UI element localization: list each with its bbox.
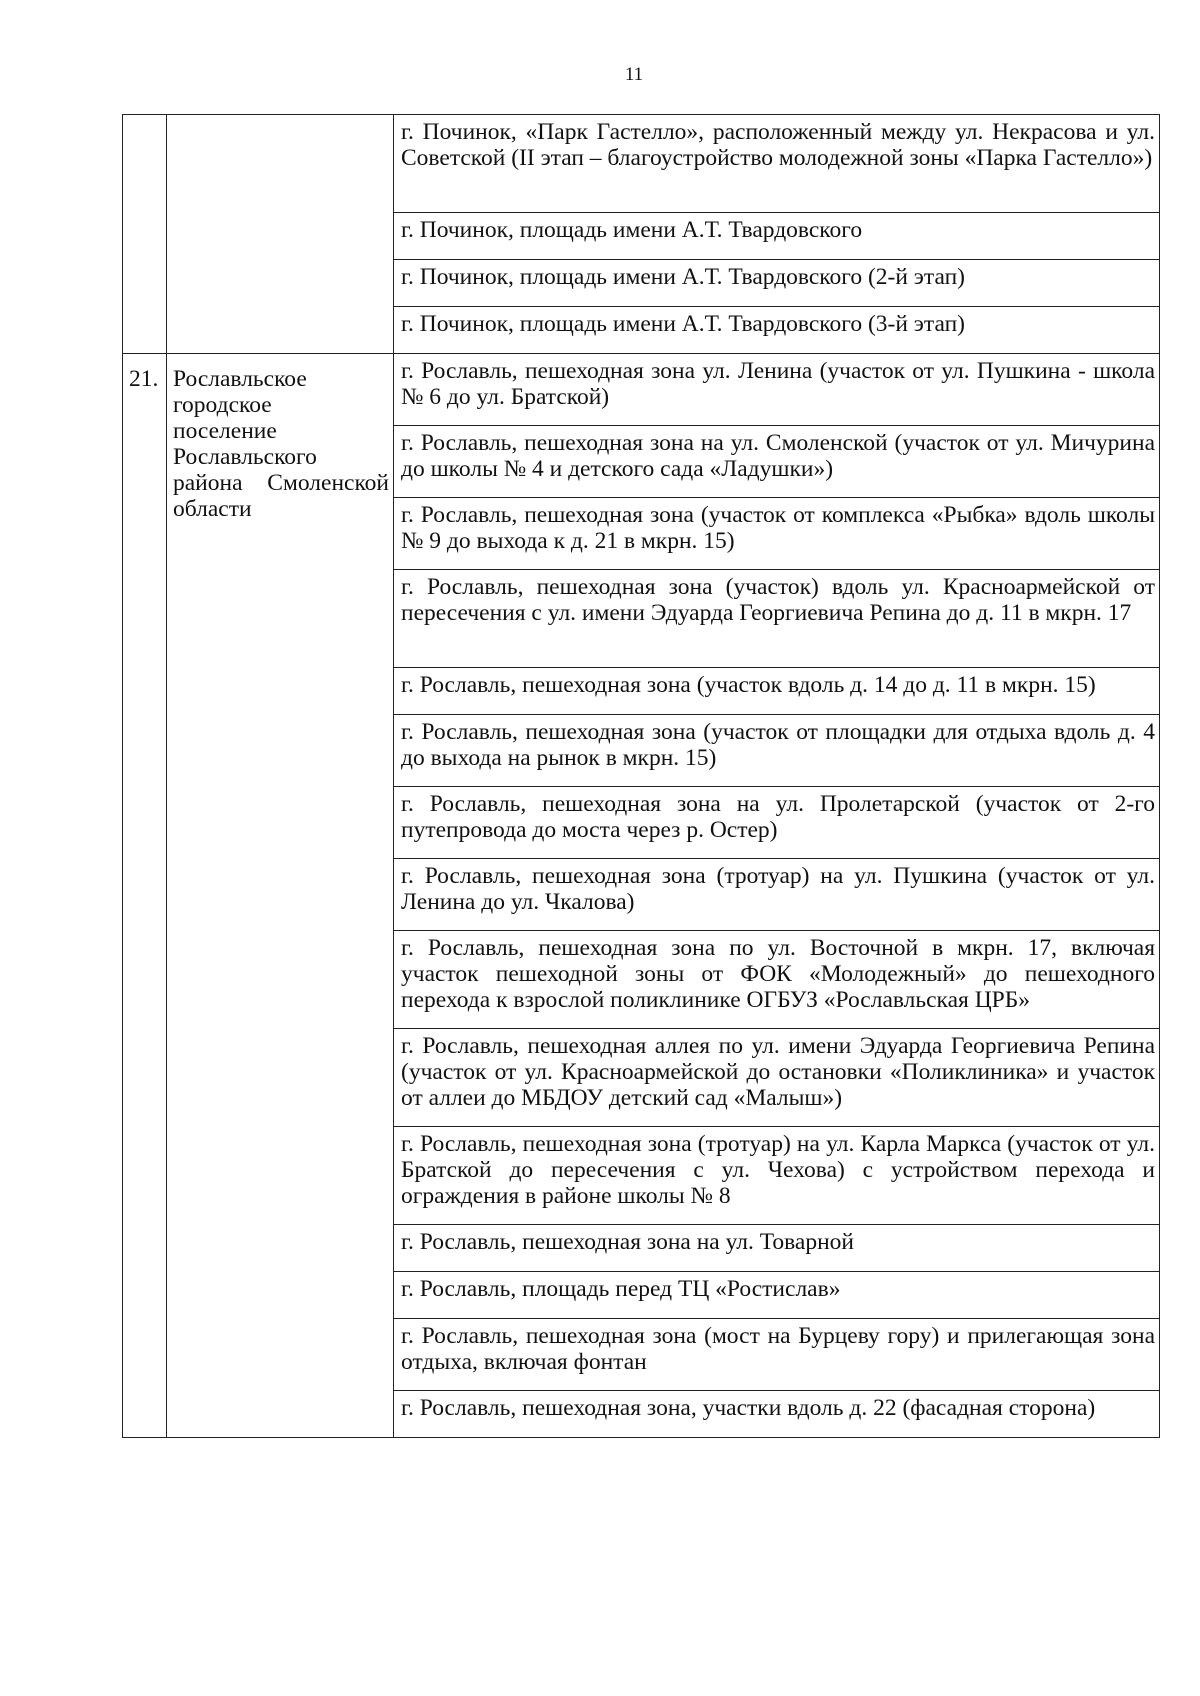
object-cell: г. Рославль, пешеходная зона (участок от комплекса «Рыбка» вдоль школы № 9 до выхода к д. 21 в мкрн. 15) bbox=[394, 498, 1160, 570]
objects-table bbox=[122, 114, 1160, 1438]
object-cell: г. Рославль, пешеходная зона на ул. Пролетарской (участок от 2-го путепровода до моста через р. Остер) bbox=[394, 787, 1160, 859]
object-cell: г. Рославль, пешеходная зона (участок вдоль д. 14 до д. 11 в мкрн. 15) bbox=[394, 668, 1160, 715]
table-row bbox=[123, 354, 1160, 426]
municipality-cell bbox=[167, 354, 394, 1438]
object-cell: г. Рославль, пешеходная зона (тротуар) на ул. Пушкина (участок от ул. Ленина до ул. Чкалова) bbox=[394, 859, 1160, 931]
municipality-line: Рославльское bbox=[173, 366, 307, 392]
municipality-cell bbox=[167, 115, 394, 354]
municipality-line: Рославльского bbox=[173, 444, 317, 470]
object-cell: г. Починок, площадь имени А.Т. Твардовского bbox=[394, 213, 1160, 260]
object-cell: г. Рославль, пешеходная зона (мост на Бурцеву гору) и прилегающая зона отдыха, включая фонтан bbox=[394, 1319, 1160, 1391]
object-cell: г. Рославль, пешеходная зона (участок от площадки для отдыха вдоль д. 4 до выхода на рынок в мкрн. 15) bbox=[394, 715, 1160, 787]
municipality-line: района Смоленской bbox=[173, 470, 389, 496]
object-cell: г. Рославль, пешеходная зона, участки вдоль д. 22 (фасадная сторона) bbox=[394, 1391, 1160, 1438]
municipality-line: области bbox=[173, 496, 252, 522]
object-cell: г. Рославль, пешеходная зона на ул. Смоленской (участок от ул. Мичурина до школы № 4 и детского сада «Ладушки») bbox=[394, 426, 1160, 498]
object-cell: г. Рославль, площадь перед ТЦ «Ростислав» bbox=[394, 1272, 1160, 1319]
row-number-cell: 21. bbox=[123, 354, 167, 1438]
table-row bbox=[123, 115, 1160, 213]
municipality-line: поселение bbox=[173, 418, 277, 444]
object-cell: г. Починок, площадь имени А.Т. Твардовского (2-й этап) bbox=[394, 260, 1160, 307]
object-cell: г. Рославль, пешеходная зона ул. Ленина (участок от ул. Пушкина - школа № 6 до ул. Братской) bbox=[394, 354, 1160, 426]
object-cell: г. Рославль, пешеходная зона на ул. Товарной bbox=[394, 1225, 1160, 1272]
object-cell: г. Починок, «Парк Гастелло», расположенный между ул. Некрасова и ул. Советской (II этап – благоустройство молодежной зоны «Парка Гастелло») bbox=[394, 115, 1160, 213]
object-cell: г. Рославль, пешеходная зона (участок) вдоль ул. Красноармейской от пересечения с ул. имени Эдуарда Георгиевича Репина до д. 11 в мкрн. 17 bbox=[394, 570, 1160, 668]
object-cell: г. Рославль, пешеходная зона по ул. Восточной в мкрн. 17, включая участок пешеходной зоны от ФОК «Молодежный» до пешеходного перехода к взрослой поликлинике ОГБУЗ «Рославльская ЦРБ» bbox=[394, 931, 1160, 1029]
page-number: 11 bbox=[624, 64, 644, 85]
municipality-line: городское bbox=[173, 392, 272, 418]
object-cell: г. Починок, площадь имени А.Т. Твардовского (3-й этап) bbox=[394, 307, 1160, 354]
object-cell: г. Рославль, пешеходная зона (тротуар) на ул. Карла Маркса (участок от ул. Братской до пересечения с ул. Чехова) с устройством перехода и ограждения в районе школы № 8 bbox=[394, 1127, 1160, 1225]
object-cell: г. Рославль, пешеходная аллея по ул. имени Эдуарда Георгиевича Репина (участок от ул. Красноармейской до остановки «Поликлиника» и участок от аллеи до МБДОУ детский сад «Малыш») bbox=[394, 1029, 1160, 1127]
row-number-cell bbox=[123, 115, 167, 354]
